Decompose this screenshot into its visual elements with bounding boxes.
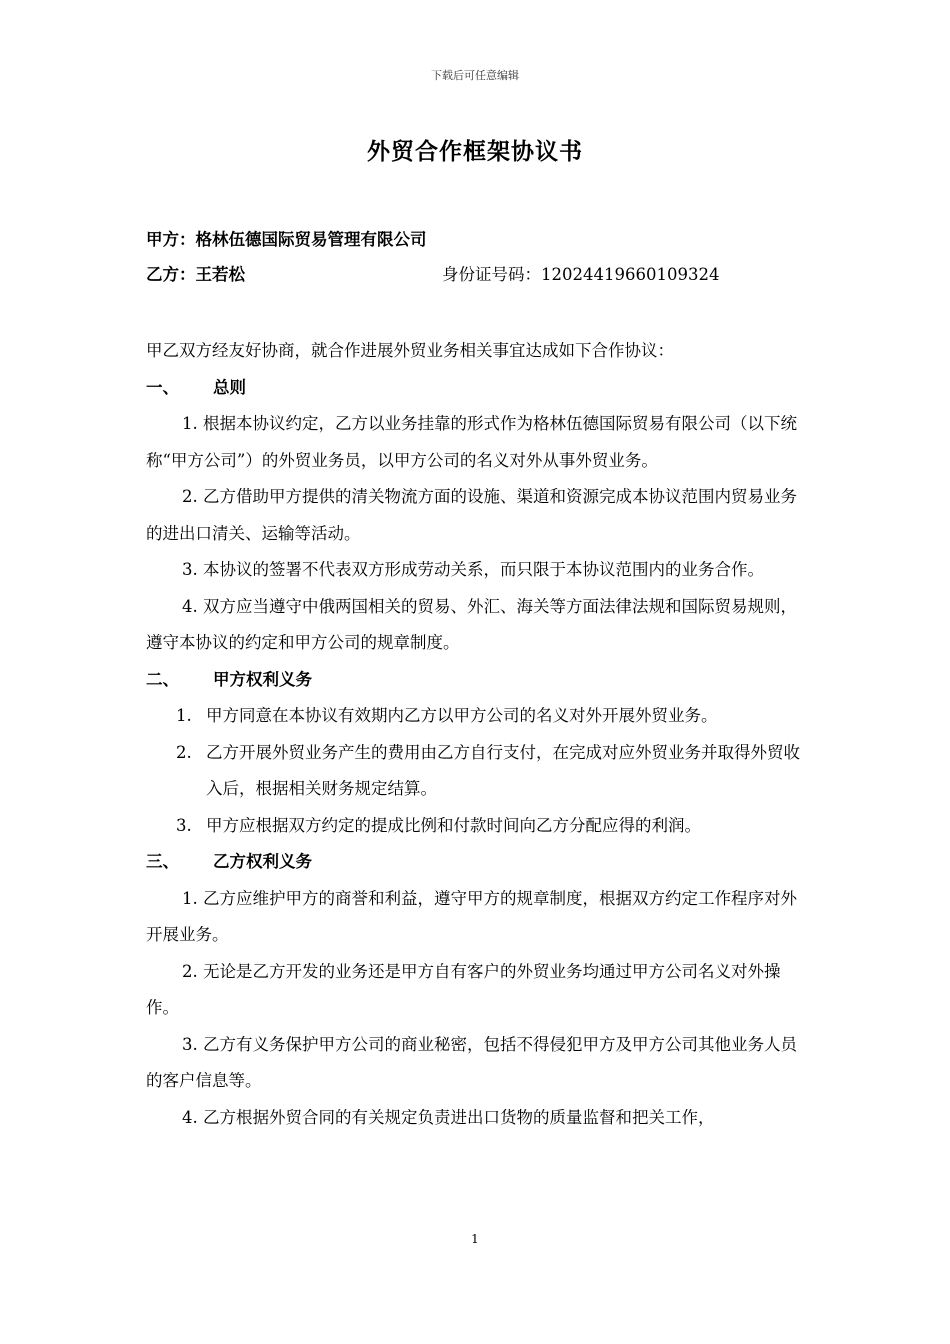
clause-paragraph: 3. 乙方有义务保护甲方公司的商业秘密，包括不得侵犯甲方及甲方公司其他业务人员的客户信息等。 xyxy=(146,1034,797,1090)
list-number: 2. xyxy=(176,742,192,762)
list-number: 1. xyxy=(176,706,192,725)
party-b-id-number: 身份证号码：120244196601093​24 xyxy=(442,265,720,284)
clause-paragraph: 4. 双方应当遵守中俄两国相关的贸易、外汇、海关等方面法律法规和国际贸易规则，遵守本协议的约定和甲方公司的规章制度。 xyxy=(146,596,797,652)
clause-paragraph: 2. 无论是乙方开发的业务还是甲方自有客户的外贸业务均通过甲方公司名义对外操作。 xyxy=(146,961,781,1017)
section-heading-1 xyxy=(146,370,806,407)
section-title: 甲方权利义务 xyxy=(213,669,312,689)
list-item xyxy=(146,698,806,735)
clause-paragraph: 1. 乙方应维护甲方的商誉和利益，遵守甲方的规章制度，根据双方约定工作程序对外开展业务。 xyxy=(146,888,797,944)
section-title: 乙方权利义务 xyxy=(213,852,312,871)
list-text: 甲方应根据双方约定的提成比例和付款时间向乙方分配应得的利润。 xyxy=(206,815,701,835)
list-item xyxy=(146,735,806,808)
section-heading-3 xyxy=(146,844,806,881)
list-text: 乙方开展外贸业务产生的费用由乙方自行支付，在完成对应外贸业务并取得外贸收入后，根据相关财务规定结算。 xyxy=(206,742,800,798)
section-heading-2 xyxy=(146,662,806,699)
section-number: 二、 xyxy=(146,669,179,689)
clause-paragraph: 4. 乙方根据外贸合同的有关规定负责进出口货物的质量监督和把关工作， xyxy=(182,1107,715,1127)
party-b: 乙方：王若松 xyxy=(146,265,245,284)
intro-paragraph: 甲乙双方经友好协商，就合作进展外贸业务相关事宜达成如下合作协议： xyxy=(146,341,674,360)
document-title: 外贸合作框架协议书 xyxy=(367,138,583,165)
section-title: 总则 xyxy=(213,377,246,397)
clause-paragraph: 1. 根据本协议约定，乙方以业务挂靠的形式作为格林伍德国际贸易有限公司（以下统称“甲方公司”）的外贸业务员，以甲方公司的名义对外从事外贸业务。 xyxy=(146,414,797,470)
party-a: 甲方：格林伍德国际贸易管理有限公司 xyxy=(146,230,427,249)
list-item xyxy=(146,808,806,845)
document-body xyxy=(146,333,806,1136)
clause-paragraph: 3. 本协议的签署不代表双方形成劳动关系，而只限于本协议范围内的业务合作。 xyxy=(182,560,764,579)
list-number: 3. xyxy=(176,815,192,835)
section-number: 三、 xyxy=(146,852,179,871)
party-b-row xyxy=(146,261,806,285)
header-note: 下载后可任意编辑 xyxy=(431,69,519,82)
clause-paragraph: 2. 乙方借助甲方提供的清关物流方面的设施、渠道和资源完成本协议范围内贸易业务的进出口清关、运输等活动。 xyxy=(146,487,797,543)
list-text: 甲方同意在本协议有效期内乙方以甲方公司的名义对外开展外贸业务。 xyxy=(206,706,718,725)
page-number: 1 xyxy=(471,1232,479,1246)
section-number: 一、 xyxy=(146,377,179,397)
